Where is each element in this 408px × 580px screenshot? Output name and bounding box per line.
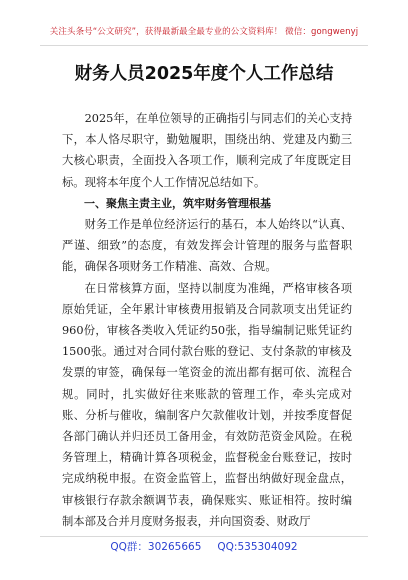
- bottom-divider: [40, 536, 368, 537]
- section-heading: 一、聚焦主责主业，筑牢财务管理根基: [84, 196, 271, 210]
- footer: [0, 540, 408, 554]
- document-body: [62, 108, 352, 532]
- top-banner: 关注头条号“公文研究”，获得最新最全最专业的公文资料库！ 微信：gongwenyj: [49, 27, 359, 37]
- footer-qq-contact: QQ:535304092: [217, 541, 298, 553]
- top-divider: [40, 45, 368, 46]
- intro-paragraph: 2025年，在单位领导的正确指引与同志们的关心支持下，本人恪尽职守，勤勉履职，围绕出纳、党建及内勤三大核心职责，全面投入各项工作，顺利完成了年度既定目标。现将本年度个人工作情况总结如下。: [62, 112, 352, 189]
- body-paragraph: 财务工作是单位经济运行的基石，本人始终以“认真、严谨、细致”的态度，有效发挥会计管理的服务与监督职能，确保各项财务工作精准、高效、合规。: [62, 218, 352, 274]
- footer-qq-group: QQ群：30265665: [110, 541, 202, 553]
- document-title: 财务人员2025年度个人工作总结: [74, 64, 334, 84]
- body-paragraph: 在日常核算方面，坚持以制度为准绳，严格审核各项原始凭证，全年累计审核费用报销及合同款项支出凭证约960份，审核各类收入凭证约50张，指导编制记账凭证约1500张。通过对合同付款台账的登记、支付条款的审核及发票的审签，确保每一笔资金的流出都有据可依、流程合规。同时，扎实做好往来账款的管理工作，牵头完成对账、分析与催收，编制客户欠款催收计划，并按季度督促各部门确认并归还员工备用金，有效防范资金风险。在税务管理上，精确计算各项税金，监督税金台账登记，按时完成纳税申报。在资金监管上，监督出纳做好现金盘点，审核银行存款余额调节表，确保账实、账证相符。按时编制本部及合并月度财务报表，并向国资委、财政厅: [62, 281, 352, 528]
